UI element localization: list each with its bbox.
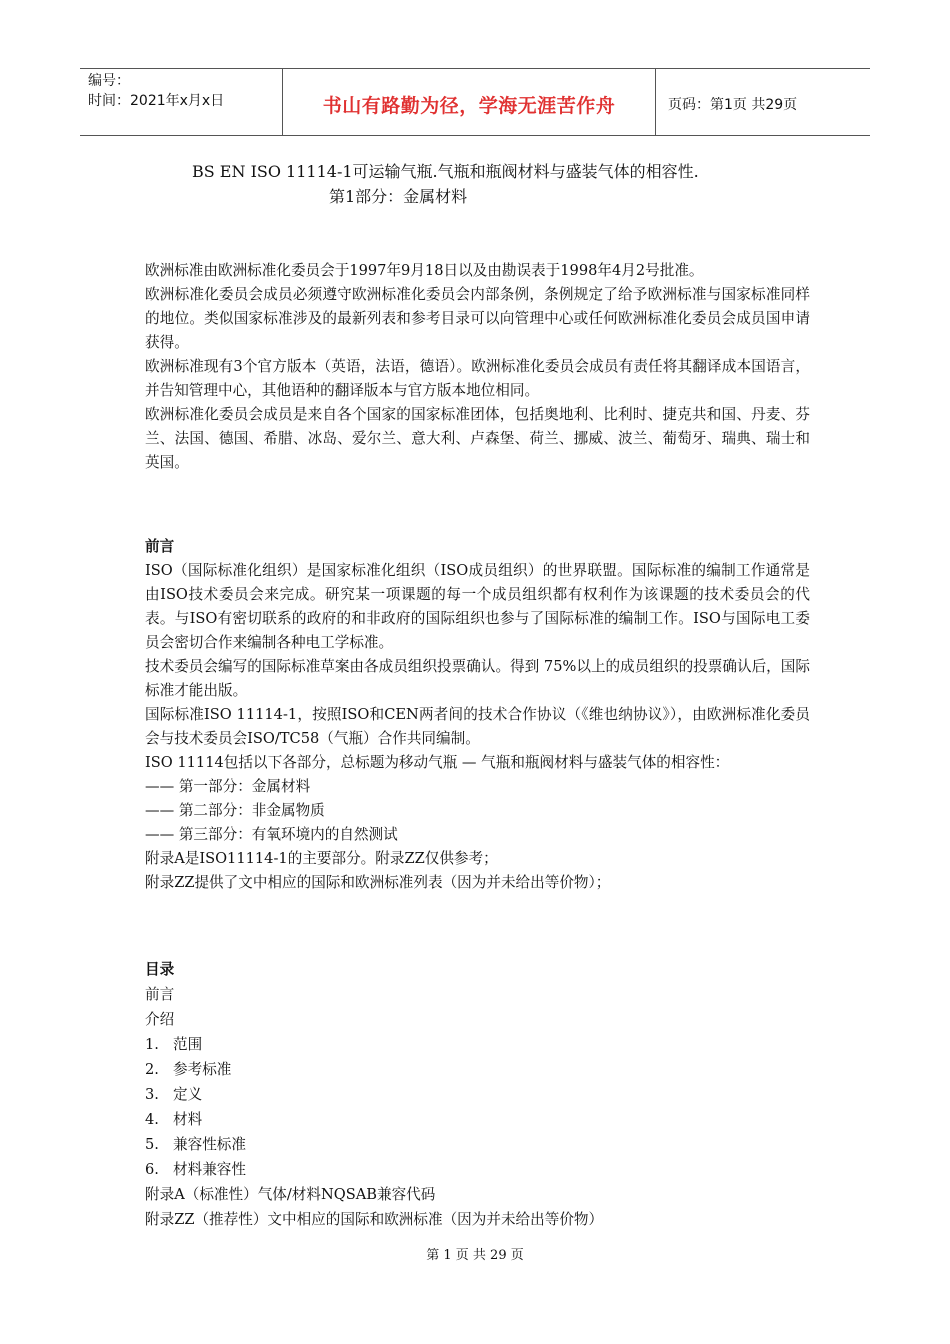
document-number: 编号： xyxy=(88,73,130,89)
intro-paragraph: 欧洲标准化委员会成员必须遵守欧洲标准化委员会内部条例，条例规定了给予欧洲标准与国家标准同样的地位。类似国家标准涉及的最新列表和参考目录可以向管理中心或任何欧洲标准化委员会成员国申请获得。 xyxy=(145,286,810,351)
toc-entry[interactable] xyxy=(145,1132,810,1157)
foreword-list-item: —— 第二部分：非金属物质 xyxy=(145,802,325,819)
toc-number: 5. xyxy=(145,1136,159,1153)
toc-entry[interactable]: 附录A（标准性）气体/材料NQSAB兼容代码 xyxy=(145,1186,436,1203)
intro-paragraph: 欧洲标准由欧洲标准化委员会于1997年9月18日以及由勘误表于1998年4月2号批准。 xyxy=(145,262,704,279)
header-motto-cell xyxy=(282,69,656,135)
intro-section xyxy=(145,259,810,475)
toc-entry[interactable] xyxy=(145,1032,810,1057)
toc-number: 4. xyxy=(145,1111,159,1128)
toc-label: 范围 xyxy=(173,1036,203,1053)
foreword-paragraph: 国际标准ISO 11114-1，按照ISO和CEN两者间的技术合作协议（《维也纳协议》），由欧洲标准化委员会与技术委员会ISO/TC58（气瓶）合作共同编制。 xyxy=(145,706,810,747)
header-motto: 书山有路勤为径，学海无涯苦作舟 xyxy=(322,95,616,117)
toc-entry[interactable] xyxy=(145,1057,810,1082)
header-page-info: 页码：第1页 共29页 xyxy=(668,97,798,113)
page-footer: 第 1 页 共 29 页 xyxy=(426,1248,524,1263)
toc-number: 6. xyxy=(145,1161,159,1178)
foreword-paragraph: 附录ZZ提供了文中相应的国际和欧洲标准列表（因为并未给出等价物）； xyxy=(145,874,611,891)
toc-label: 定义 xyxy=(173,1086,203,1103)
document-date: 时间：2021年x月x日 xyxy=(88,93,225,109)
foreword-paragraph: ISO（国际标准化组织）是国家标准化组织（ISO成员组织）的世界联盟。国际标准的编制工作通常是由ISO技术委员会来完成。研究某一项课题的每一个成员组织都有权利作为该课题的技术委员会的代表。与ISO有密切联系的政府的和非政府的国际组织也参与了国际标准的编制工作。ISO与国际电工委员会密切合作来编制各种电工学标准。 xyxy=(145,562,810,651)
toc-number: 1. xyxy=(145,1036,159,1053)
intro-paragraph: 欧洲标准现有3个官方版本（英语，法语，德语）。欧洲标准化委员会成员有责任将其翻译成本国语言，并告知管理中心，其他语种的翻译版本与官方版本地位相同。 xyxy=(145,358,810,399)
toc-entry[interactable] xyxy=(145,1107,810,1132)
foreword-section xyxy=(145,535,810,895)
foreword-paragraph: 技术委员会编写的国际标准草案由各成员组织投票确认。得到 75%以上的成员组织的投票确认后，国际标准才能出版。 xyxy=(145,658,810,699)
document-title: BS EN ISO 11114-1可运输气瓶.气瓶和瓶阀材料与盛装气体的相容性. xyxy=(192,162,699,181)
page-header xyxy=(80,68,870,136)
toc-label: 材料 xyxy=(173,1111,203,1128)
toc-label: 兼容性标准 xyxy=(173,1136,246,1153)
foreword-paragraph: ISO 11114包括以下各部分，总标题为移动气瓶 — 气瓶和瓶阀材料与盛装气体的相容性： xyxy=(145,754,730,771)
toc-entry[interactable]: 前言 xyxy=(145,986,175,1003)
toc-label: 材料兼容性 xyxy=(173,1161,246,1178)
intro-paragraph: 欧洲标准化委员会成员是来自各个国家的国家标准团体，包括奥地利、比利时、捷克共和国、丹麦、芬兰、法国、德国、希腊、冰岛、爱尔兰、意大利、卢森堡、荷兰、挪威、波兰、葡萄牙、瑞典、瑞士和英国。 xyxy=(145,406,810,471)
toc-entry[interactable]: 介绍 xyxy=(145,1011,175,1028)
toc-entry[interactable] xyxy=(145,1082,810,1107)
toc-entry[interactable] xyxy=(145,1157,810,1182)
foreword-list-item: —— 第一部分：金属材料 xyxy=(145,778,311,795)
toc-number: 2. xyxy=(145,1061,159,1078)
toc-heading: 目录 xyxy=(145,961,175,978)
foreword-paragraph: 附录A是ISO11114-1的主要部分。附录ZZ仅供参考； xyxy=(145,850,498,867)
foreword-heading: 前言 xyxy=(145,538,175,555)
toc-entry[interactable]: 附录ZZ（推荐性）文中相应的国际和欧洲标准（因为并未给出等价物） xyxy=(145,1211,604,1228)
toc-section xyxy=(145,957,810,1232)
foreword-list-item: —— 第三部分：有氧环境内的自然测试 xyxy=(145,826,398,843)
document-subtitle: 第1部分：金属材料 xyxy=(329,187,468,206)
toc-number: 3. xyxy=(145,1086,159,1103)
toc-label: 参考标准 xyxy=(173,1061,232,1078)
header-meta xyxy=(80,69,282,135)
